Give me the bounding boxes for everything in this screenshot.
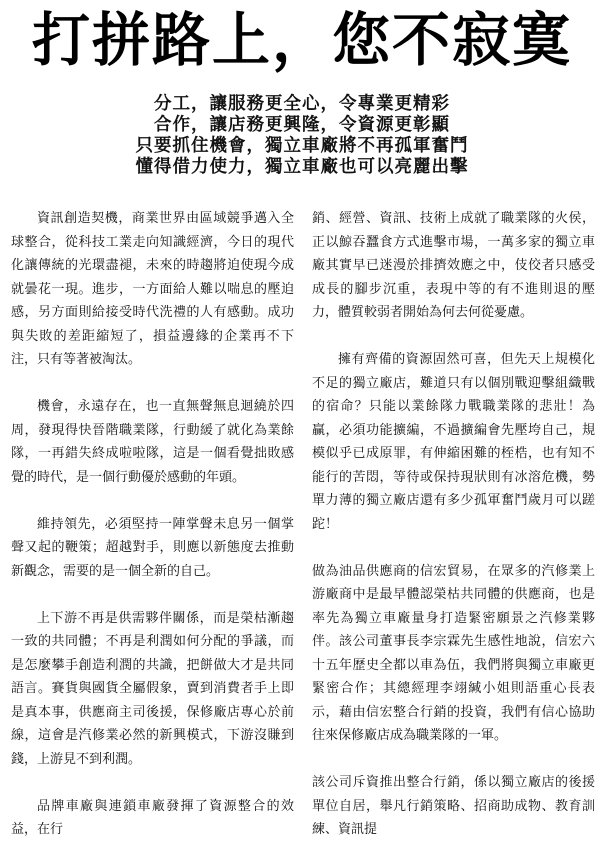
article-right-column [312, 207, 595, 865]
subtitle-line: 懂得借力使力，獨立車廠也可以亮麗出擊 [135, 157, 469, 177]
paragraph: 機會，永遠存在，也一直無聲無息迴繞於四周，發現得快晉階職業隊，行動緩了就化為業餘隊，一再錯失終成啦啦隊，這是一個看覺拙敗感覺的時代，是一個行動優於感動的年頭。 [11, 399, 294, 485]
subtitle-line: 分工，讓服務更全心，令專業更精彩 [154, 94, 450, 114]
paragraph: 該公司斥資推出整合行銷，係以獨立廠店的後援單位自居，舉凡行銷策略、招商助成物、教育訓練、資訊提 [312, 775, 595, 837]
paragraph: 品牌車廠與連鎖車廠發揮了資源整合的效益，在行 [11, 798, 294, 837]
subtitle-line: 合作，讓店務更興隆，令資源更彰顯 [154, 115, 450, 135]
article-left-column [11, 207, 294, 865]
paragraph: 銷、經營、資訊、技術上成就了職業隊的火侯，正以鯨吞蠶食方式進擊市場，一萬多家的獨立車廠其實早已迷漫於排擠效應之中，伎佼者只感受成長的腳步沉重，表現中等的有不進則退的壓力，體質較弱者開始為何去何從憂慮。 [312, 211, 595, 320]
paragraph: 上下游不再是供需夥伴關係，而是榮枯漸趨一致的共同體；不再是利潤如何分配的爭議，而是怎麼攀手創造利潤的共識，把餅做大才是共同語言。賽貨與國貨全屬假象，賣到消費者手上即是真本事，供應商主司後援，保修廠店專心於前線，這會是汽修業必然的新興模式，下游沒賺到錢，上游見不到利潤。 [11, 610, 294, 767]
subtitle-line: 只要抓住機會，獨立車廠將不再孤軍奮鬥 [135, 136, 469, 156]
headline: 打拼路上，您不寂寞 [31, 6, 572, 74]
paragraph: 擁有齊備的資源固然可喜，但先天上規模化不足的獨立廠店，難道只有以個別戰迎擊組織戰的宿命？只能以業餘隊力戰職業隊的悲壯！為贏，必須功能擴編，不過擴編會先壓垮自己，規模似乎已成原罪，有伸縮困難的桎梏，也有知不能行的苦悶，等待或保持現狀則有冰溶危機，勢單力薄的獨立廠店還有多少孤軍奮鬥歲月可以蹉跎！ [312, 352, 595, 532]
paragraph: 做為油品供應商的信宏貿易，在眾多的汽修業上游廠商中是最早體認榮枯共同體的供應商，也是率先為獨立車廠量身打造緊密願景之汽修業夥伴。該公司董事長李宗霖先生感性地說，信宏六十五年歷史全都以車為伍，我們將與獨立車廠更緊密合作；其總經理李翊緘小姐則語重心長表示，藉由信宏整合行銷的投資，我們有信心協助往來保修廠店成為職業隊的一軍。 [312, 563, 595, 743]
subtitle-block [0, 94, 604, 178]
paragraph: 資訊創造契機，商業世界由區域競爭邁入全球整合，從科技工業走向知識經濟，今日的現代化讓傳統的光環盡褪，未來的時趨將迫使現今成就曇花一現。進步，一方面給人難以喘息的壓迫感，另方面則給接受時代洗禮的人有感動。成功與失敗的差距縮短了，損益邊緣的企業再不下注，只有等著被淘汰。 [11, 211, 294, 367]
paragraph: 維持領先，必須堅持一陣掌聲未息另一個掌聲又起的鞭策；超越對手，則應以新態度去推動新觀念，需要的是一個全新的自己。 [11, 516, 294, 579]
